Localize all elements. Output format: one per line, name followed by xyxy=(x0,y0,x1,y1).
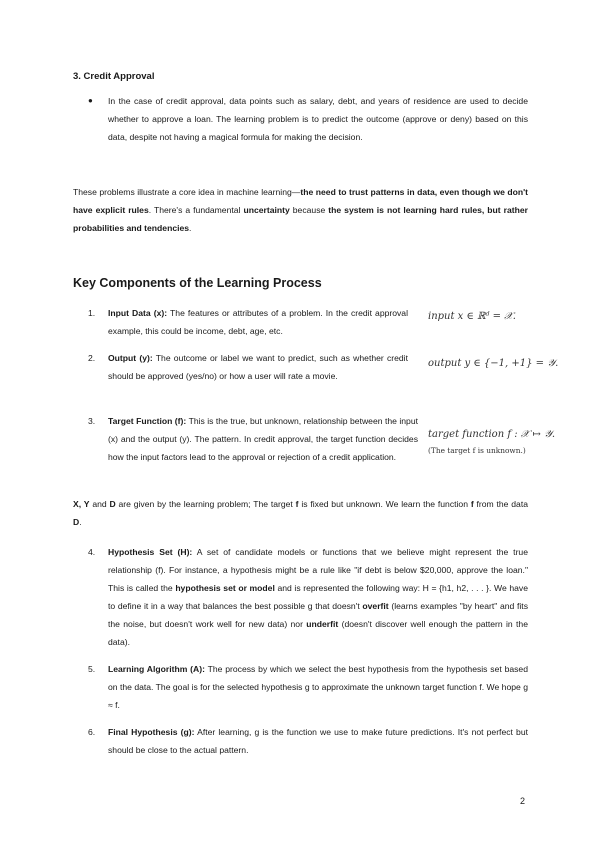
bullet-text: In the case of credit approval, data points such as salary, debt, and years of residence are used to decide whether to approve a loan. The learning problem is to predict the outcome (approve or deny) based on this data, despite not having a magical formula for making the decision. xyxy=(108,96,528,142)
text-run: . There's a fundamental xyxy=(148,205,244,215)
item-title: Input Data (x): xyxy=(108,308,168,318)
credit-approval-bullet xyxy=(88,92,528,146)
item-title: Learning Algorithm (A): xyxy=(108,664,205,674)
bold-text-run: underfit xyxy=(306,619,339,629)
text-run: is fixed but unknown. We learn the function xyxy=(298,499,471,509)
list-number: 3. xyxy=(88,416,96,426)
list-number: 4. xyxy=(88,547,96,557)
bullet-icon: ● xyxy=(88,96,93,105)
item-title: Hypothesis Set (H): xyxy=(108,547,193,557)
text-run: . xyxy=(79,517,82,527)
bold-text-run: f xyxy=(295,499,299,509)
list-number: 5. xyxy=(88,664,96,674)
text-run: A set of candidate models or functions that we believe might represent the true relationship (f). For instance, a hypothesis might be a rule like "if debt is below $20,000, approve the loan." This is called the xyxy=(108,547,528,593)
bold-text-run: X, Y xyxy=(73,499,90,509)
item-text: This is the true, but unknown, relationship between the input (x) and the output (y). The pattern. In credit approval, the target function decides how the input factors lead to the approval or rejection of a credit application. xyxy=(108,416,419,462)
item-title: Target Function (f): xyxy=(108,416,187,426)
list-item-output xyxy=(88,349,408,385)
text-run: and is represented the following way: H = {h1, h2, . . . }. We have to define it in a way that balances the best possible g that doesn't xyxy=(108,583,528,611)
output-math-formula: output y ∈ {−1, +1} = 𝒴. xyxy=(428,358,559,369)
bold-text-run: the system is not learning hard rules, but rather probabilities and tendencies xyxy=(73,205,529,233)
list-item-learning-algorithm xyxy=(88,660,528,714)
bold-text-run: the need to trust patterns in data, even though we don't have explicit rules xyxy=(73,187,529,215)
list-item-final-hypothesis xyxy=(88,723,528,759)
list-item-input-data xyxy=(88,304,408,340)
list-number: 1. xyxy=(88,308,96,318)
target-unknown-note: (The target f is unknown.) xyxy=(428,446,526,455)
bold-text-run: hypothesis set or model xyxy=(175,583,275,593)
text-run: These problems illustrate a core idea in machine learning— xyxy=(73,187,301,197)
page-number: 2 xyxy=(520,796,526,806)
item-text: The process by which we select the best hypothesis from the hypothesis set based on the data. The goal is for the selected hypothesis g to approximate the unknown target function f. We hope g ≈ f. xyxy=(108,664,528,710)
text-run: from the data xyxy=(473,499,528,509)
item-text: The outcome or label we want to predict, such as whether credit should be approved (yes/no) or how a user will rate a movie. xyxy=(108,353,408,381)
components-heading: Key Components of the Learning Process xyxy=(73,276,322,290)
list-item-hypothesis-set xyxy=(88,543,528,651)
list-number: 6. xyxy=(88,727,96,737)
item-text: The features or attributes of a problem. In the credit approval example, this could be income, debt, age, etc. xyxy=(108,308,409,336)
text-run: (doesn't discover well enough the pattern in the data). xyxy=(108,619,528,647)
text-run: and xyxy=(89,499,110,509)
bold-text-run: overfit xyxy=(362,601,389,611)
item-text: After learning, g is the function we use to make future predictions. It's not perfect but should be close to the actual pattern. xyxy=(108,727,528,755)
core-idea-paragraph xyxy=(73,183,528,237)
given-data-paragraph xyxy=(73,495,528,531)
bold-text-run: D xyxy=(109,499,116,509)
list-number: 2. xyxy=(88,353,96,363)
list-item-target-function xyxy=(88,412,418,466)
item-title: Final Hypothesis (g): xyxy=(108,727,195,737)
input-math-formula: input x ∈ ℝᵈ = 𝒳. xyxy=(428,311,516,322)
text-run: because xyxy=(289,205,329,215)
item-title: Output (y): xyxy=(108,353,153,363)
section-heading-credit-approval: 3. Credit Approval xyxy=(73,71,155,82)
target-math-formula: target function f : 𝒳 ↦ 𝒴. xyxy=(428,429,556,440)
bold-text-run: D xyxy=(73,517,80,527)
text-run: (learns examples "by heart" and fits the noise, but doesn't work well for new data) nor xyxy=(108,601,528,629)
text-run: are given by the learning problem; The target xyxy=(115,499,296,509)
text-run: . xyxy=(189,223,192,233)
bold-text-run: f xyxy=(470,499,474,509)
bold-text-run: uncertainty xyxy=(243,205,290,215)
